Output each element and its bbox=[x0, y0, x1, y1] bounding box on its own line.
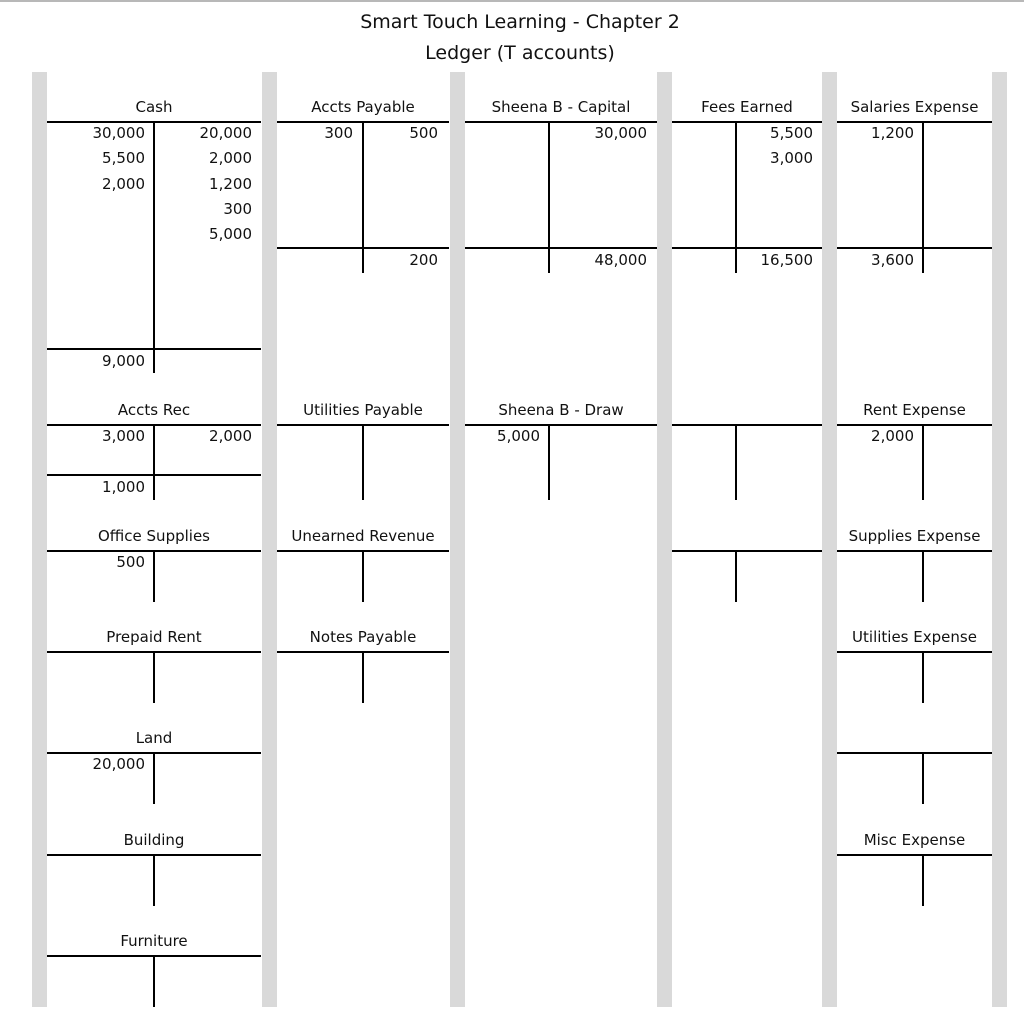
t-account-top-line bbox=[672, 121, 822, 123]
t-account-stem bbox=[153, 121, 155, 373]
credit-balance: 48,000 bbox=[594, 251, 647, 269]
t-account-stem bbox=[362, 550, 364, 602]
t-account-stem bbox=[153, 752, 155, 804]
account-name: Rent Expense bbox=[863, 401, 966, 419]
account-name: Utilities Payable bbox=[303, 401, 423, 419]
account-name: Misc Expense bbox=[863, 831, 966, 849]
balance-line bbox=[277, 247, 449, 249]
debit-balance: 1,000 bbox=[102, 478, 145, 496]
t-account-stem bbox=[735, 121, 737, 273]
t-account-top-line bbox=[837, 651, 992, 653]
top-border bbox=[0, 0, 1024, 2]
account-name: Land bbox=[135, 729, 173, 747]
t-account-stem bbox=[922, 651, 924, 703]
column-divider bbox=[32, 72, 47, 1007]
t-account-stem bbox=[362, 424, 364, 500]
column-divider bbox=[822, 72, 837, 1007]
account-name: Supplies Expense bbox=[848, 527, 981, 545]
t-account-stem bbox=[548, 424, 550, 500]
account-name: Accts Rec bbox=[117, 401, 191, 419]
credit-entry: 2,000 bbox=[209, 427, 252, 445]
balance-line bbox=[837, 247, 992, 249]
debit-entry: 5,000 bbox=[497, 427, 540, 445]
account-name: Sheena B - Capital bbox=[491, 98, 631, 116]
account-name: Unearned Revenue bbox=[291, 527, 435, 545]
column-divider bbox=[262, 72, 277, 1007]
t-account-stem bbox=[922, 121, 924, 273]
account-name: Accts Payable bbox=[311, 98, 415, 116]
credit-entry: 5,000 bbox=[209, 225, 252, 243]
account-name: Sheena B - Draw bbox=[498, 401, 624, 419]
t-account-stem bbox=[735, 550, 737, 602]
account-name: Salaries Expense bbox=[850, 98, 979, 116]
balance-line bbox=[47, 474, 261, 476]
t-account-stem bbox=[922, 424, 924, 500]
account-name: Cash bbox=[135, 98, 173, 116]
account-name: Furniture bbox=[120, 932, 188, 950]
debit-entry: 3,000 bbox=[102, 427, 145, 445]
t-account-top-line bbox=[465, 424, 657, 426]
t-account-top-line bbox=[837, 752, 992, 754]
t-account-top-line bbox=[837, 550, 992, 552]
credit-entry: 30,000 bbox=[594, 124, 647, 142]
debit-entry: 20,000 bbox=[92, 755, 145, 773]
credit-balance: 16,500 bbox=[760, 251, 813, 269]
t-account-top-line bbox=[672, 424, 822, 426]
t-account-top-line bbox=[837, 424, 992, 426]
account-name: Office Supplies bbox=[97, 527, 210, 545]
debit-entry: 2,000 bbox=[871, 427, 914, 445]
t-account-top-line bbox=[672, 550, 822, 552]
t-account-stem bbox=[153, 955, 155, 1007]
account-name: Notes Payable bbox=[309, 628, 417, 646]
credit-entry: 2,000 bbox=[209, 149, 252, 167]
debit-balance: 3,600 bbox=[871, 251, 914, 269]
credit-entry: 20,000 bbox=[199, 124, 252, 142]
credit-entry: 5,500 bbox=[770, 124, 813, 142]
t-account-stem bbox=[153, 550, 155, 602]
column-divider bbox=[657, 72, 672, 1007]
account-name: Prepaid Rent bbox=[106, 628, 202, 646]
t-account-stem bbox=[548, 121, 550, 273]
column-divider bbox=[992, 72, 1007, 1007]
t-account-stem bbox=[922, 854, 924, 906]
t-account-stem bbox=[153, 424, 155, 500]
account-name: Fees Earned bbox=[701, 98, 793, 116]
t-account-stem bbox=[922, 752, 924, 804]
credit-entry: 300 bbox=[223, 200, 252, 218]
debit-entry: 1,200 bbox=[871, 124, 914, 142]
page-subtitle: Ledger (T accounts) bbox=[425, 42, 615, 64]
debit-entry: 5,500 bbox=[102, 149, 145, 167]
t-account-stem bbox=[153, 651, 155, 703]
debit-entry: 30,000 bbox=[92, 124, 145, 142]
credit-balance: 200 bbox=[409, 251, 438, 269]
credit-entry: 3,000 bbox=[770, 149, 813, 167]
t-account-top-line bbox=[837, 121, 992, 123]
account-name: Building bbox=[123, 831, 185, 849]
t-account-top-line bbox=[837, 854, 992, 856]
t-account-stem bbox=[362, 121, 364, 273]
credit-entry: 1,200 bbox=[209, 175, 252, 193]
account-name: Utilities Expense bbox=[852, 628, 977, 646]
balance-line bbox=[672, 247, 822, 249]
t-account-stem bbox=[735, 424, 737, 500]
credit-entry: 500 bbox=[409, 124, 438, 142]
t-account-stem bbox=[362, 651, 364, 703]
debit-entry: 300 bbox=[324, 124, 353, 142]
t-account-stem bbox=[922, 550, 924, 602]
t-account-top-line bbox=[465, 121, 657, 123]
column-divider bbox=[450, 72, 465, 1007]
page-title: Smart Touch Learning - Chapter 2 bbox=[360, 11, 680, 33]
debit-entry: 2,000 bbox=[102, 175, 145, 193]
balance-line bbox=[465, 247, 657, 249]
t-account-stem bbox=[153, 854, 155, 906]
debit-balance: 9,000 bbox=[102, 352, 145, 370]
balance-line bbox=[47, 348, 261, 350]
debit-entry: 500 bbox=[116, 553, 145, 571]
